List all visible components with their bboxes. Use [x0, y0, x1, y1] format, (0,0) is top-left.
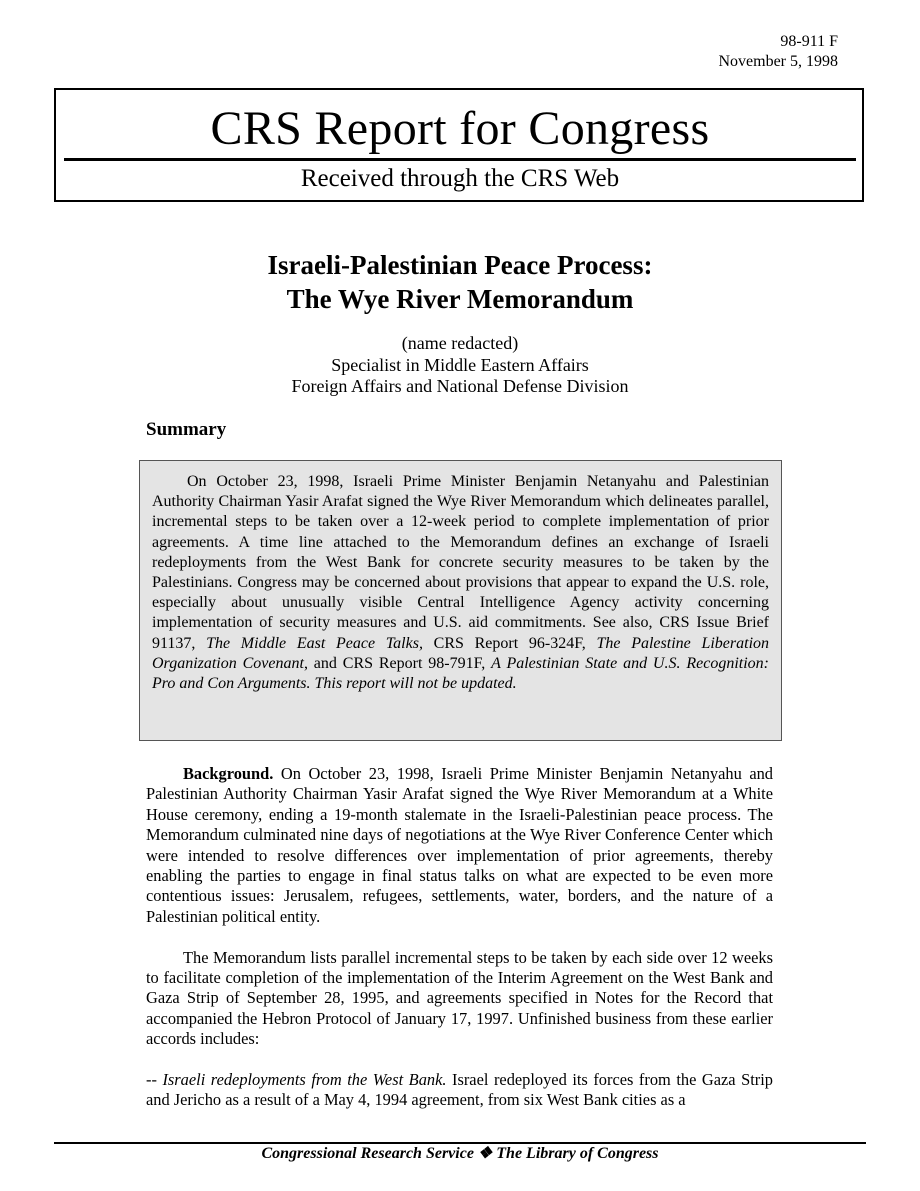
summary-ref-plo-covenant: The Palestine Liberation Organization Covenant [152, 634, 770, 672]
header-subtitle: Received through the CRS Web [300, 165, 620, 192]
report-number: 98-911 F [780, 33, 838, 50]
redeployment-paragraph [146, 1070, 773, 1111]
memorandum-paragraph: The Memorandum lists parallel incremental steps to be taken by each side over 12 weeks to facilitate completion of the implementation of the Interim Agreement on the West Bank and Gaza Strip of September 28, 1995, and agreements specified in Notes for the Record that accompanied the Hebron Protocol of January 17, 1997. Unfinished business from these earlier accords includes: [146, 947, 773, 1049]
document-title [0, 248, 920, 316]
background-paragraph [146, 764, 773, 927]
body-text [146, 764, 773, 1131]
author-title: Specialist in Middle Eastern Affairs [331, 354, 589, 375]
summary-crs-report-label: CRS Report 96-324F, [433, 634, 586, 652]
summary-and-label: , and CRS Report 98-791F, [303, 654, 486, 672]
header-title: CRS Report for Congress [210, 102, 710, 155]
report-date: November 5, 1998 [718, 53, 838, 70]
redeployment-text: Israel redeployed its forces from the Gaza Strip and Jericho as a result of a May 4, 1994 agreement, from six West Bank cities as a [146, 1070, 773, 1110]
background-heading: Background. [183, 764, 274, 783]
summary-body: On October 23, 1998, Israeli Prime Minister Benjamin Netanyahu and Palestinian Authority Chairman Yasir Arafat signed the Wye River Memorandum which delineates parallel, incremental steps to be taken over a 12-week period to complete implementation of prior agreements. A time line attached to the Memorandum defines an exchange of Israeli redeployments from the West Bank for concrete security measures to be taken by the Palestinians. Congress may be concerned about provisions that appear to expand the U.S. role, especially about unusually visible Central Intelligence Agency activity concerning implementation of security measures and U.S. aid commitments. See also, CRS Issue Brief 91137, [152, 473, 769, 652]
summary-ref-palestinian-state: A Palestinian State and U.S. Recognition: Pro and Con Arguments. [152, 654, 769, 693]
redeployment-heading: -- Israeli redeployments from the West Bank. [146, 1070, 447, 1090]
summary-ref-issue-brief: The Middle East Peace Talks, [206, 634, 423, 652]
background-text: On October 23, 1998, Israeli Prime Minister Benjamin Netanyahu and Palestinian Authority Chairman Yasir Arafat signed the Wye River Memorandum at a White House ceremony, ending a 19-month stalemate in the Israeli-Palestinian peace process. The Memorandum culminated nine days of negotiations at the Wye River Conference Center which were intended to resolve differences over implementation of prior agreements, thereby enabling the parties to engage in final status talks on what are expected to be even more contentious issues: Jerusalem, refugees, settlements, water, borders, and the nature of a Palestinian political entity. [146, 764, 773, 926]
summary-heading: Summary [146, 419, 227, 440]
author-division: Foreign Affairs and National Defense Division [291, 376, 629, 396]
author-block [0, 333, 920, 398]
header-rule [64, 158, 856, 161]
author-name: (name redacted) [401, 333, 519, 353]
summary-text [152, 472, 769, 694]
report-identifier [718, 32, 838, 72]
document-title-line1: Israeli-Palestinian Peace Process: [267, 250, 653, 280]
summary-note: This report will not be updated. [314, 675, 517, 693]
document-title-line2: The Wye River Memorandum [286, 284, 634, 314]
footer-text: Congressional Research Service ❖ The Library of Congress [261, 1145, 659, 1162]
